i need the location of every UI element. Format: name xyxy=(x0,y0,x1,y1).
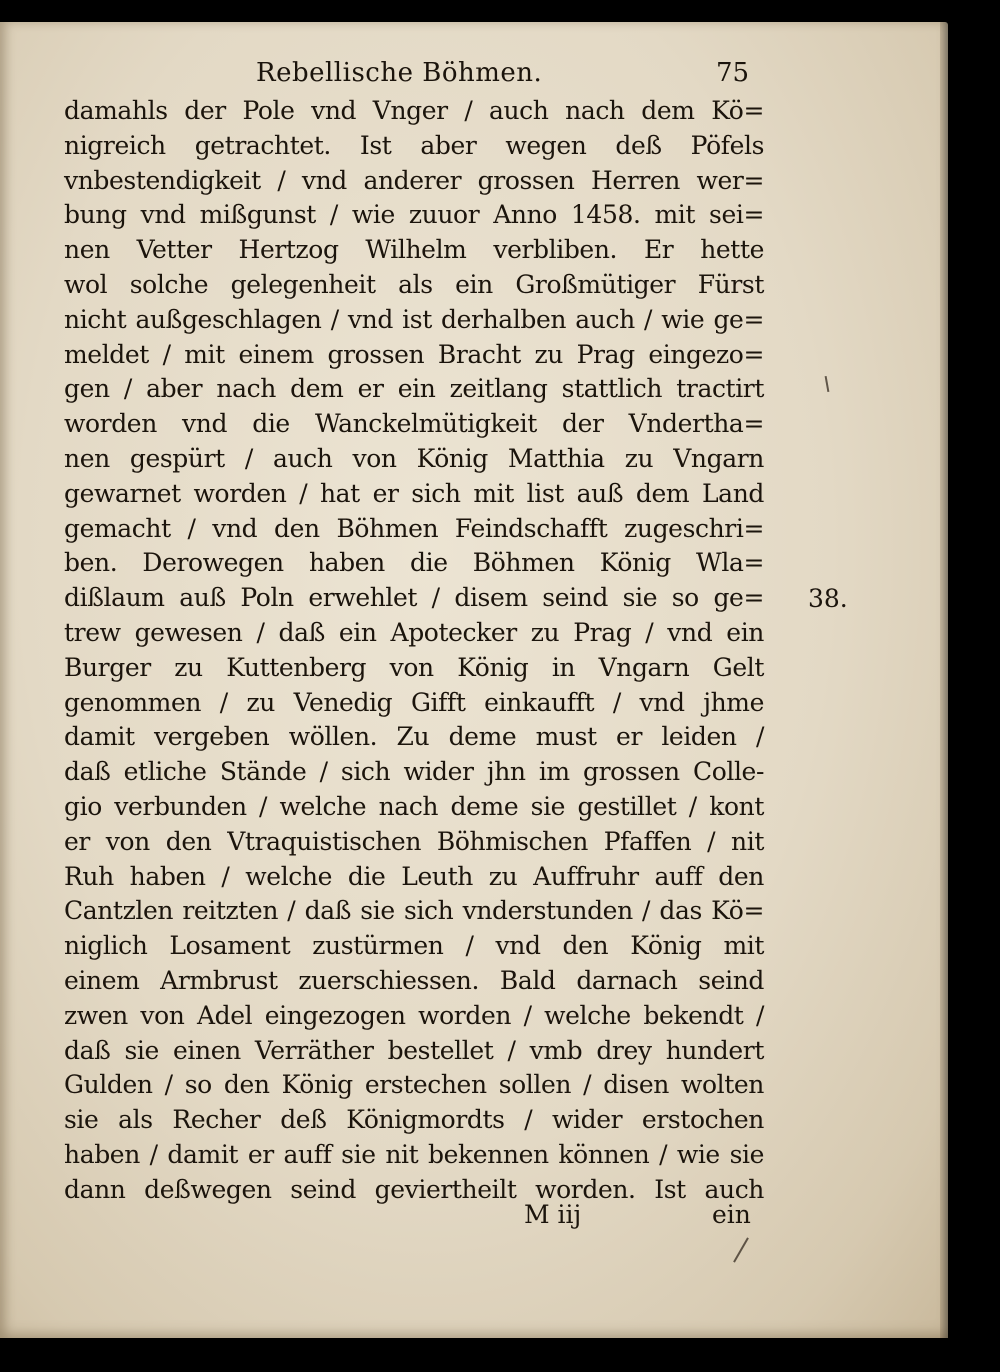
text-line: daß etliche Stände / sich wider jhn im grossen Colle- xyxy=(64,757,764,787)
text-line: trew gewesen / daß ein Apotecker zu Prag / vnd ein xyxy=(64,617,764,647)
text-line: dann deßwegen seind geviertheilt worden. Ist auch xyxy=(64,1174,764,1204)
text-line: gio verbunden / welche nach deme sie gestillet / kont xyxy=(64,791,764,821)
text-line: genommen / zu Venedig Gifft einkaufft / vnd jhme xyxy=(64,687,764,717)
text-line: er von den Vtraquistischen Böhmischen Pfaffen / nit xyxy=(64,826,764,856)
marginal-note: 38. xyxy=(808,584,848,613)
text-line: vnbestendigkeit / vnd anderer grossen Herren wer= xyxy=(64,165,764,195)
text-line: haben / damit er auff sie nit bekennen können / wie sie xyxy=(64,1139,764,1169)
body-text xyxy=(64,94,764,1208)
text-line: sie als Recher deß Königmordts / wider erstochen xyxy=(64,1105,764,1135)
text-line: nen gespürt / auch von König Matthia zu Vngarn xyxy=(64,443,764,473)
text-line: gemacht / vnd den Böhmen Feindschafft zugeschri= xyxy=(64,513,764,543)
text-line: meldet / mit einem grossen Bracht zu Prag eingezo= xyxy=(64,339,764,369)
text-line: niglich Losament zustürmen / vnd den König mit xyxy=(64,931,764,961)
text-line: gewarnet worden / hat er sich mit list auß dem Land xyxy=(64,478,764,508)
page-number: 75 xyxy=(716,58,750,88)
text-line: nigreich getrachtet. Ist aber wegen deß Pöfels xyxy=(64,130,764,160)
text-line: bung vnd mißgunst / wie zuuor Anno 1458. mit sei= xyxy=(64,200,764,230)
text-line: ben. Derowegen haben die Böhmen König Wla= xyxy=(64,548,764,578)
page-edge-shadow xyxy=(940,22,948,1338)
catchword: ein xyxy=(712,1200,751,1229)
text-line: nen Vetter Hertzog Wilhelm verbliben. Er hette xyxy=(64,235,764,265)
text-line: zwen von Adel eingezogen worden / welche bekendt / xyxy=(64,1000,764,1030)
text-line: einem Armbrust zuerschiessen. Bald darnach seind xyxy=(64,965,764,995)
text-line: Burger zu Kuttenberg von König in Vngarn Gelt xyxy=(64,652,764,682)
text-line: daß sie einen Verräther bestellet / vmb drey hundert xyxy=(64,1035,764,1065)
signature-mark: M iij xyxy=(524,1200,582,1229)
text-line: damit vergeben wöllen. Zu deme must er leiden / xyxy=(64,722,764,752)
running-head: Rebellische Böhmen. xyxy=(256,58,543,88)
text-line: dißlaum auß Poln erwehlet / disem seind sie so ge= xyxy=(64,583,764,613)
text-line: worden vnd die Wanckelmütigkeit der Vndertha= xyxy=(64,409,764,439)
text-line: Cantzlen reitzten / daß sie sich vnderstunden / das Kö= xyxy=(64,896,764,926)
text-line: gen / aber nach dem er ein zeitlang stattlich tractirt xyxy=(64,374,764,404)
text-line: Gulden / so den König erstechen sollen / disen wolten xyxy=(64,1070,764,1100)
text-line: wol solche gelegenheit als ein Großmütiger Fürst xyxy=(64,269,764,299)
text-line: damahls der Pole vnd Vnger / auch nach dem Kö= xyxy=(64,96,764,125)
text-line: Ruh haben / welche die Leuth zu Auffruhr auff den xyxy=(64,861,764,891)
text-line: nicht außgeschlagen / vnd ist derhalben auch / wie ge= xyxy=(64,304,764,334)
